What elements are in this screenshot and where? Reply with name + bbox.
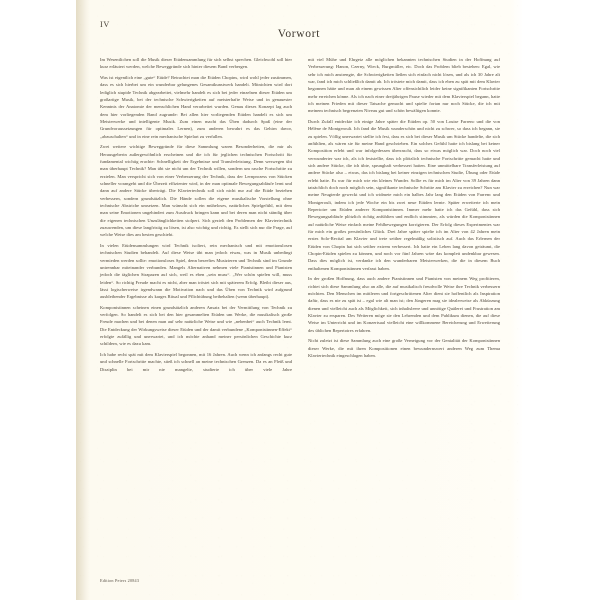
- left-column: [100, 56, 292, 566]
- publisher-imprint: Edition Peters 20843: [100, 578, 140, 583]
- page-title: Vorwort: [277, 28, 321, 40]
- page-number: IV: [100, 20, 110, 29]
- paragraph: mit viel Mühe und Ehrgeiz alle möglichen bekannten technischen Studien in der Hoffnung auf Verbesserung: Hanon, Czerny, Wieck, Burgmüller, etc. Doch das Problem blieb bestehen: Egal, wie sehr ich mich anstrengte, die Schwierigkeiten ließen sich einfach nicht lösen, und als ich 30 Jahre alt war, fand ich mich schließlich damit ab. Ich tröstete mich damit, dass ich eben zu spät mit dem Klavier begonnen hätte und man ab einem gewissen Alter offensichtlich leider keine signifikanten Fortschritte mehr erreichen könne. Als ich nach einer dreijährigen Pause wieder mit dem Klavierspiel begann, hatte ich meinen Frieden mit dieser Tatsache gemacht und spielte fortan nur noch Stücke, die ich mit meinem technisch begrenzten Niveau gut und schön bewältigen konnte.: [308, 57, 500, 114]
- paragraph: Ich habe recht spät mit dem Klavierspiel begonnen, mit 16 Jahren. Auch wenn ich anfangs recht gute und schnelle Fortschritte machte, stieß ich schnell an meine technischen Grenzen. Da es an Fleiß und Disziplin bei mir nie mangelte, studierte ich über viele Jahre: [100, 352, 292, 372]
- paragraph: Komponistinnen scheinen einen grundsätzlich anderen Ansatz bei der Vermittlung von Technik zu verfolgen. So handelt es sich bei den hier gesammelten Etüden um Werke, die musikalisch große Freude machen und bei denen man auf sehr natürliche Weise und wie „nebenbei“ auch Technik lernt. Die Entdeckung der Wirkungsweise dieser Etüden und der damit verbundene „Komponistinnen-Effekt“ erfolgte zufällig und unerwartet, und ich möchte anhand meiner persönlichen Geschichte kurz schildern, wie es dazu kam.: [100, 304, 292, 347]
- paragraph: Nicht zuletzt ist diese Sammlung auch eine große Verneigung vor der Genialität der Komponistinnen dieser Werke, die mit ihren Kompositionen einen bewundernswert anderen Weg zum Thema Klaviertechnik eingeschlagen haben.: [308, 338, 500, 358]
- right-column: [308, 56, 500, 566]
- paragraph: Durch Zufall entdeckte ich einige Jahre später die Etüden op. 50 von Louise Farrenc und die von Hélène de Montgeroult. Ich fand die Musik wunderschön und nicht zu schwer, so dass ich begann, sie zu spielen. Völlig unerwartet stellte ich fest, dass es sich bei dieser Musik um Stücke handelte, die sich anfühlten, als wären sie für meine Hand geschrieben. Ein solches Gefühl hatte ich bislang bei keiner Komposition erlebt und war infolgedessen überrascht, dass so etwas möglich war. Doch noch viel verwunderter war ich, als ich feststellte, dass ich plötzlich technische Fortschritte gemacht hatte und sich andere Stücke, die ich übte, sprunghaft verbessert hatten. Eine unmittelbare Transferleistung auf andere Stücke also – etwas, das ich bislang bei keiner einzigen technischen Studie, Übung oder Etüde erlebt hatte. Es war für mich wie ein kleines Wunder. Sollte es für mich im Alter von 39 Jahren dann tatsächlich doch noch möglich sein, signifikante technische Schritte am Klavier zu erreichen? Nun war meine Neugierde geweckt und ich widmete mich ein halbes Jahr lang den Etüden von Farrenc und Montgeroult, indem ich jede Woche ein bis zwei neue Etüden lernte. Später erweiterte ich mein Repertoire um Etüden anderer Komponistinnen. Immer mehr hatte ich das Gefühl, dass sich Bewegungsabläufe plötzlich richtig anfühlten und endlich stimmten, als würden die Komponistinnen auf natürliche Weise einfach meine Fehlbewegungen korrigieren. Der Erfolg dieses Experimentes war für mich ein großes persönliches Glück. Drei Jahre später spielte ich im Alter von 42 Jahren mein erstes Solo-Recital am Klavier und trete seither regelmäßig solistisch auf. Auch das Erlernen der Etüden von Chopin hat sich seither extrem verbessert. Ich hatte ein Leben lang davon geträumt, die Chopin-Etüden spielen zu können, und noch vor fünf Jahren wäre das komplett undenkbar gewesen. Dass dies möglich ist, verdanke ich den wunderbaren Meisterwerken, die die in diesem Buch enthaltenen Komponistinnen verfasst haben.: [308, 118, 500, 271]
- paragraph: Zwei weitere wichtige Beweggründe für diese Sammlung waren Besonderheiten, die mir als Herausgeberin außergewöhnlich erscheinen und die ich für jeglichen technischen Fortschritt für fundamental wichtig erachte: Schnelligkeit der Ergebnisse und Transferleistung. Denn weswegen übt man überhaupt Technik? Man übt sie nicht um der Technik willen, sondern um rasche Fortschritte zu erzielen. Man verspricht sich von einer Verbesserung der Technik, dass der Lernprozess von Stücken schneller vorangeht und die Übezeit effizienter wird, in der man optimale Bewegungsabläufe lernt und dann auf andere Stücke überträgt. Die Klaviertechnik soll sich nicht nur auf die Etüde beziehen verbessern, sondern grundsätzlich. Die Hände sollen die eigene musikalische Vorstellung ohne technische Abstriche umsetzen. Man wünscht sich ein müheloses, natürliches Spielgefühl, mit dem man seine Emotionen ungehindert zum Ausdruck bringen kann und bei deren man nicht ständig über die eigenen technischen Unzulänglichkeiten stolpert. Sich gezielt den Problemen der Klaviertechnik zuzuwenden, um diese langfristig zu lösen, ist also wichtig und richtig. Es stellt sich nur die Frage, auf welche Weise dies am besten geschieht.: [100, 144, 292, 238]
- paragraph: In vielen Etüdensammlungen wird Technik isoliert, rein mechanisch und mit emotionslosen technischen Studien behandelt. Auf diese Weise übt man jedoch etwas, was in Musik unbedingt vermieden werden sollte: emotionsloses Spiel, denn beseeltes Musizieren und Technik sind im Grunde untrennbar miteinander verbunden. Mangels Alternativen nehmen viele Pianistinnen und Pianisten jedoch die täglichen Strapazen auf sich, weil es eben „sein muss“. „Wer schön spielen will, muss leiden“. So richtig Freude macht es nicht, aber man tröstet sich mit späterem Erfolg. Bleibt dieser aus, lässt logischerweise irgendwann die Motivation nach und das Üben von Technik wird aufgrund ausbleibender Ergebnisse als karges Ritual und Pflichtübung beibehalten (wenn überhaupt).: [100, 242, 292, 300]
- paragraph: In der großen Hoffnung, dass auch andere Pianistinnen und Pianisten von meinem Weg profitieren, richtet sich diese Sammlung also an alle, die auf musikalisch freudvolle Weise ihre Technik verbessern möchten. Den Menschen im mittleren und fortgeschrittenen Alter dient sie hoffentlich als Inspiration dafür, dass es nie zu spät ist – egal wie alt man ist; den Jüngeren mag sie idealerweise als Abkürzung dienen und vielleicht auch als Möglichkeit, sich inhaltsleere und unnötige Quälerei und Frustration am Klavier zu ersparen. Des Weiteren möge sie den Lehrenden und dem Publikum dienen, die auf diese Weise im Unterricht und im Konzertsaal vielleicht eine willkommene Bereicherung und Erweiterung des üblichen Repertoires erfahren.: [308, 276, 500, 333]
- page-gutter-shadow: [76, 0, 90, 600]
- book-page: [76, 0, 522, 600]
- page-edge-fade: [510, 0, 522, 600]
- paragraph: Was ist eigentlich eine „gute“ Etüde? Betrachtet man die Etüden Chopins, wird wohl jeder zustimmen, dass es sich hierbei um ein wunderbar gelungenes Gesamtkunstwerk handelt. Mitnichten wird dort lediglich stupide Technik abgearbeitet, vielmehr handelt es sich bei jeder einzelnen dieser Etüden um großartige Musik, bei der technische Schwierigkeiten auf meisterhafte Weise und in genauester Kenntnis der Anatomie der menschlichen Hand verarbeitet wurden. Genau dieses Konzept lag auch dem hier vorliegenden Band zugrunde: Bei allen hier vorliegenden Etüden handelt es sich um Meisterwerke und intelligente Musik. Zum einen macht das Üben dadurch Spaß (eine der Grundvoraussetzungen für optimales Lernen), zum anderen bewahrt es das Gehirn davor, „abzuschalten“ und in eine rein mechanische Spielart zu verfallen.: [100, 74, 292, 139]
- paragraph: Im Wesentlichen soll die Musik dieser Etüdensammlung für sich selbst sprechen. Gleichwohl soll hier kurz erläutert werden, welche Beweggründe sich hinter diesem Band verbergen.: [100, 57, 292, 70]
- text-columns: [100, 56, 500, 566]
